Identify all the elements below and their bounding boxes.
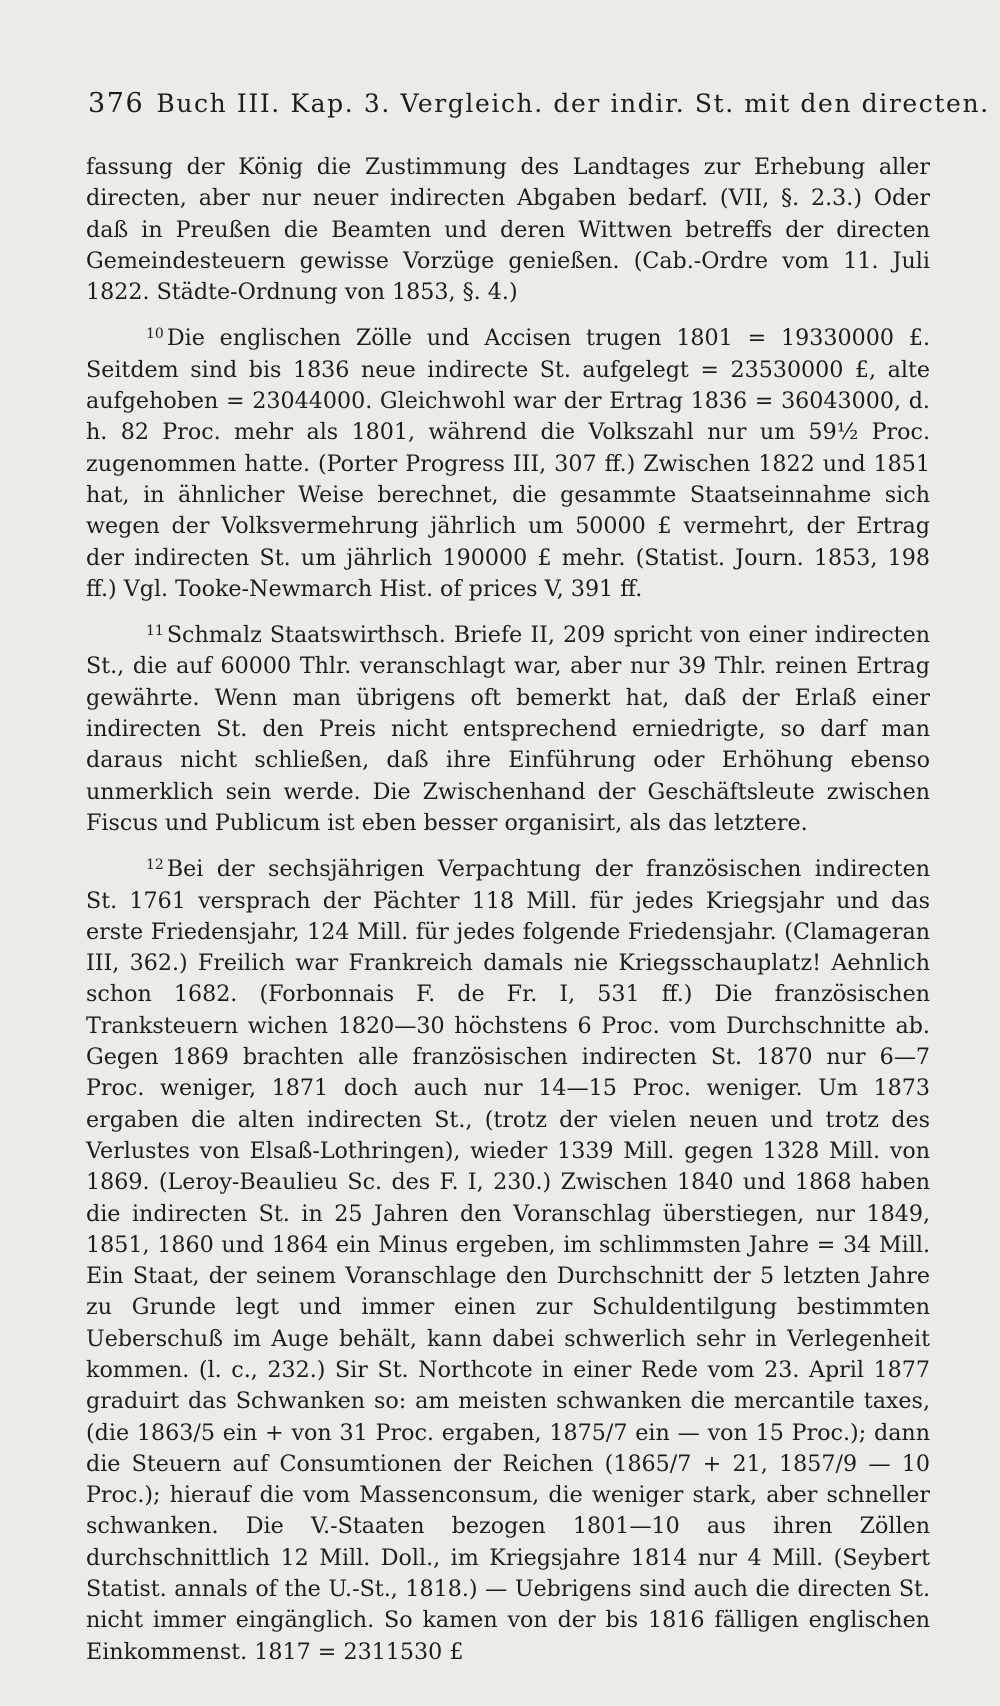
footnote-text: Schmalz Staatswirthsch. Briefe II, 209 spricht von einer indirecten St., die auf 60000 Thlr. veranschlagt war, aber nur 39 Thlr. reinen Ertrag gewährte. Wenn man übrigens oft bemerkt hat, daß der Erlaß einer indirecten St. den Preis nicht entsprechend erniedrigte, so darf man daraus nicht schließen, daß ihre Einführung oder Erhöhung ebenso unmerklich sein werde. Die Zwischenhand der Geschäftsleute zwischen Fiscus und Publicum ist eben besser organisirt, als das letztere. — [86, 622, 930, 836]
footnote-marker: 12 — [146, 857, 164, 874]
footnote-12 — [86, 850, 930, 1668]
page-body — [86, 152, 930, 1668]
running-title: Buch III. Kap. 3. Vergleich. der indir. St. mit den directen. — [156, 89, 990, 118]
page-number: 376 — [88, 88, 145, 119]
paragraph-text: fassung der König die Zustimmung des Landtages zur Erhebung aller directen, aber nur neuer indirecten Abgaben bedarf. (VII, §. 2.3.) Oder daß in Preußen die Beamten und deren Wittwen betreffs der directen Gemeindesteuern gewisse Vorzüge genießen. (Cab.-Ordre vom 11. Juli 1822. Städte-Ordnung von 1853, §. 4.) — [86, 154, 930, 306]
footnote-10 — [86, 319, 930, 605]
footnote-text: Die englischen Zölle und Accisen trugen 1801 = 19330000 £. Seitdem sind bis 1836 neue indirecte St. aufgelegt = 23530000 £, alte aufgehoben = 23044000. Gleichwohl war der Ertrag 1836 = 36043000, d. h. 82 Proc. mehr als 1801, während die Volkszahl nur um 59½ Proc. zugenommen hatte. (Porter Progress III, 307 ff.) Zwischen 1822 und 1851 hat, in ähnlicher Weise berechnet, die gesammte Staatseinnahme sich wegen der Volksvermehrung jährlich um 50000 £ vermehrt, der Ertrag der indirecten St. um jährlich 190000 £ mehr. (Statist. Journ. 1853, 198 ff.) Vgl. Tooke-Newmarch Hist. of prices V, 391 ff. — [86, 325, 930, 602]
footnote-11 — [86, 616, 930, 839]
footnote-marker: 11 — [146, 623, 164, 640]
paragraph-continuation — [86, 152, 930, 308]
running-header — [88, 88, 990, 119]
footnote-text: Bei der sechsjährigen Verpachtung der französischen indirecten St. 1761 versprach der Pächter 118 Mill. für jedes Kriegsjahr und das erste Friedensjahr, 124 Mill. für jedes folgende Friedensjahr. (Clamageran III, 362.) Freilich war Frankreich damals nie Kriegsschauplatz! Aehnlich schon 1682. (Forbonnais F. de Fr. I, 531 ff.) Die französischen Tranksteuern wichen 1820—30 höchstens 6 Proc. vom Durchschnitte ab. Gegen 1869 brachten alle französischen indirecten St. 1870 nur 6—7 Proc. weniger, 1871 doch auch nur 14—15 Proc. weniger. Um 1873 ergaben die alten indirecten St., (trotz der vielen neuen und trotz des Verlustes von Elsaß-Lothringen), wieder 1339 Mill. gegen 1328 Mill. von 1869. (Leroy-Beaulieu Sc. des F. I, 230.) Zwischen 1840 und 1868 haben die indirecten St. in 25 Jahren den Voranschlag überstiegen, nur 1849, 1851, 1860 und 1864 ein Minus ergeben, im schlimmsten Jahre = 34 Mill. Ein Staat, der seinem Voranschlage den Durchschnitt der 5 letzten Jahre zu Grunde legt und immer einen zur Schuldentilgung bestimmten Ueberschuß im Auge behält, kann dabei schwerlich sehr in Verlegenheit kommen. (l. c., 232.) Sir St. Northcote in einer Rede vom 23. April 1877 graduirt das Schwanken so: am meisten schwanken die mercantile taxes, (die 1863/5 ein + von 31 Proc. ergaben, 1875/7 ein — von 15 Proc.); dann die Steuern auf Consumtionen der Reichen (1865/7 + 21, 1857/9 — 10 Proc.); hierauf die vom Massenconsum, die weniger stark, aber schneller schwanken. Die V.-Staaten bezogen 1801—10 aus ihren Zöllen durchschnittlich 12 Mill. Doll., im Kriegsjahre 1814 nur 4 Mill. (Seybert Statist. annals of the U.-St., 1818.) — Uebrigens sind auch die directen St. nicht immer eingänglich. So kamen von der bis 1816 fälligen englischen Einkommenst. 1817 = 2311530 £ — [86, 856, 930, 1665]
footnote-marker: 10 — [146, 326, 164, 343]
